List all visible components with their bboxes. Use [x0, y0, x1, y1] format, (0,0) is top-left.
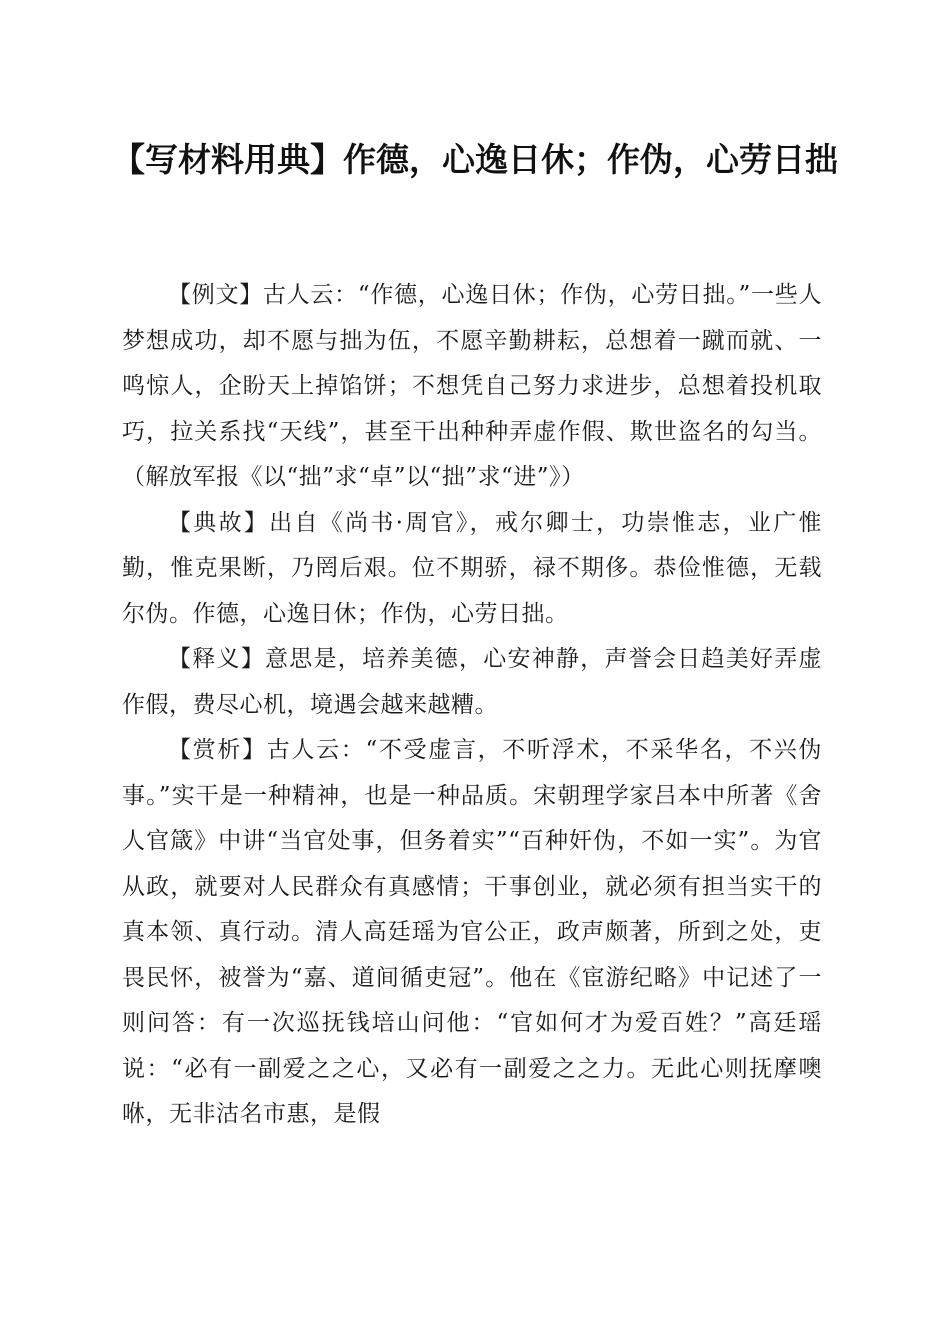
- paragraph-allusion: 【典故】出自《尚书·周官》，戒尔卿士，功崇惟志，业广惟勤，惟克果断，乃罔后艰。位不期骄，禄不期侈。恭俭惟德，无载尔伪。作德，心逸日休；作伪，心劳日拙。: [122, 509, 822, 627]
- paragraph-appreciation: 【赏析】古人云：“不受虚言，不听浮术，不采华名，不兴伪事。”实干是一种精神，也是一种品质。宋朝理学家吕本中所著《舍人官箴》中讲“当官处事，但务着实”“百种奸伪，不如一实”。为官从政，就要对人民群众有真感情；干事创业，就必须有担当实干的真本领、真行动。清人高廷瑶为官公正，政声颇著，所到之处，吏畏民怀，被誉为“嘉、道间循吏冠”。他在《宦游纪略》中记述了一则问答：有一次巡抚钱培山问他：“官如何才为爱百姓？”高廷瑶说：“必有一副爱之之心，又必有一副爱之之力。无此心则抚摩噢咻，无非沽名市惠，是假: [122, 737, 822, 1127]
- paragraph-meaning: 【释义】意思是，培养美德，心安神静，声誉会日趋美好弄虚作假，费尽心机，境遇会越来越糟。: [122, 646, 822, 718]
- page-title: 【写材料用典】作德，心逸日休；作伪，心劳日拙: [112, 140, 838, 179]
- paragraph-example: 【例文】古人云：“作德，心逸日休；作伪，心劳日拙。”一些人梦想成功，却不愿与拙为伍，不愿辛勤耕耘，总想着一蹴而就、一鸣惊人，企盼天上掉馅饼；不想凭自己努力求进步，总想着投机取巧，拉关系找“天线”，甚至干出种种弄虚作假、欺世盗名的勾当。（解放军报《以“拙”求“卓”以“拙”求“进”》）: [122, 282, 822, 490]
- document-body: [122, 273, 822, 1138]
